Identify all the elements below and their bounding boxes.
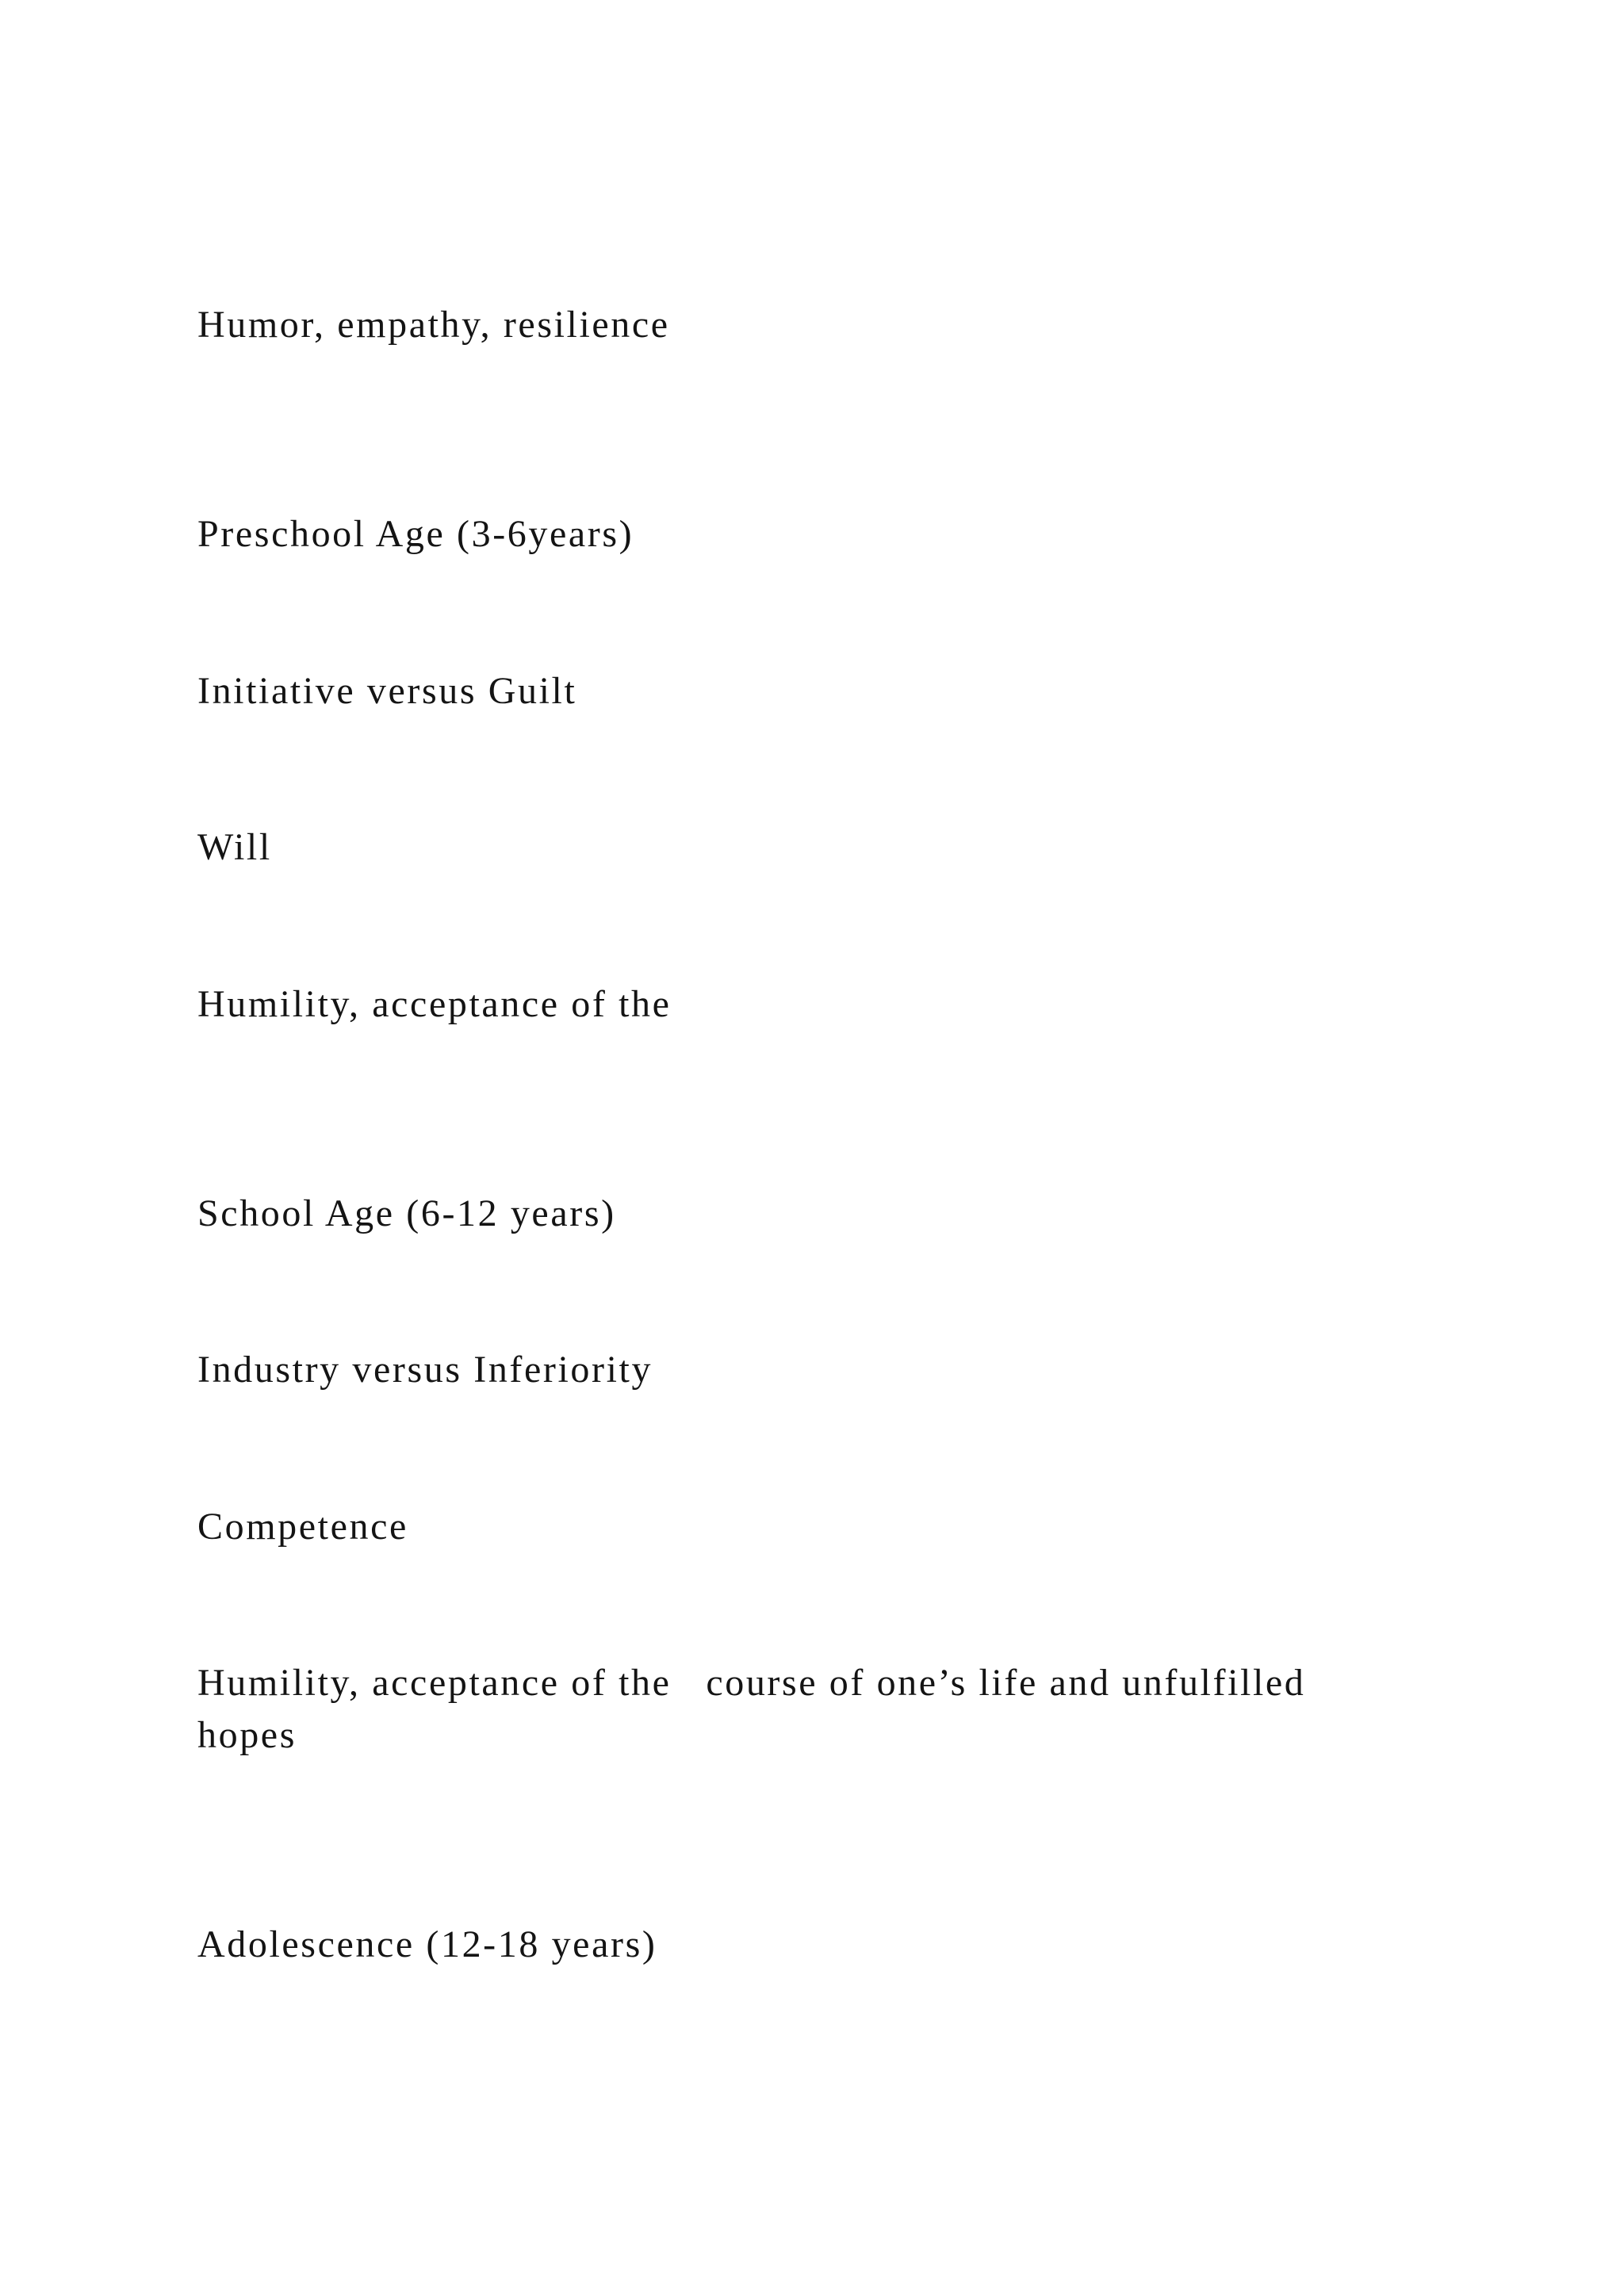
text-line: Competence — [197, 1506, 408, 1548]
stage-heading-adolescence: Adolescence (12-18 years) — [197, 1923, 657, 1965]
text-line: hopes — [197, 1714, 297, 1756]
text-line: Industry versus Inferiority — [197, 1349, 653, 1391]
text-line: Humility, acceptance of the course of one’s life and unfulfilled — [197, 1662, 1306, 1704]
text-line: Will — [197, 826, 272, 868]
stage-heading-preschool: Preschool Age (3-6years) — [197, 513, 634, 555]
stage-heading-school-age: School Age (6-12 years) — [197, 1192, 616, 1234]
text-line: Humility, acceptance of the — [197, 983, 672, 1025]
text-line: Humor, empathy, resilience — [197, 304, 670, 346]
text-line: Initiative versus Guilt — [197, 670, 577, 712]
